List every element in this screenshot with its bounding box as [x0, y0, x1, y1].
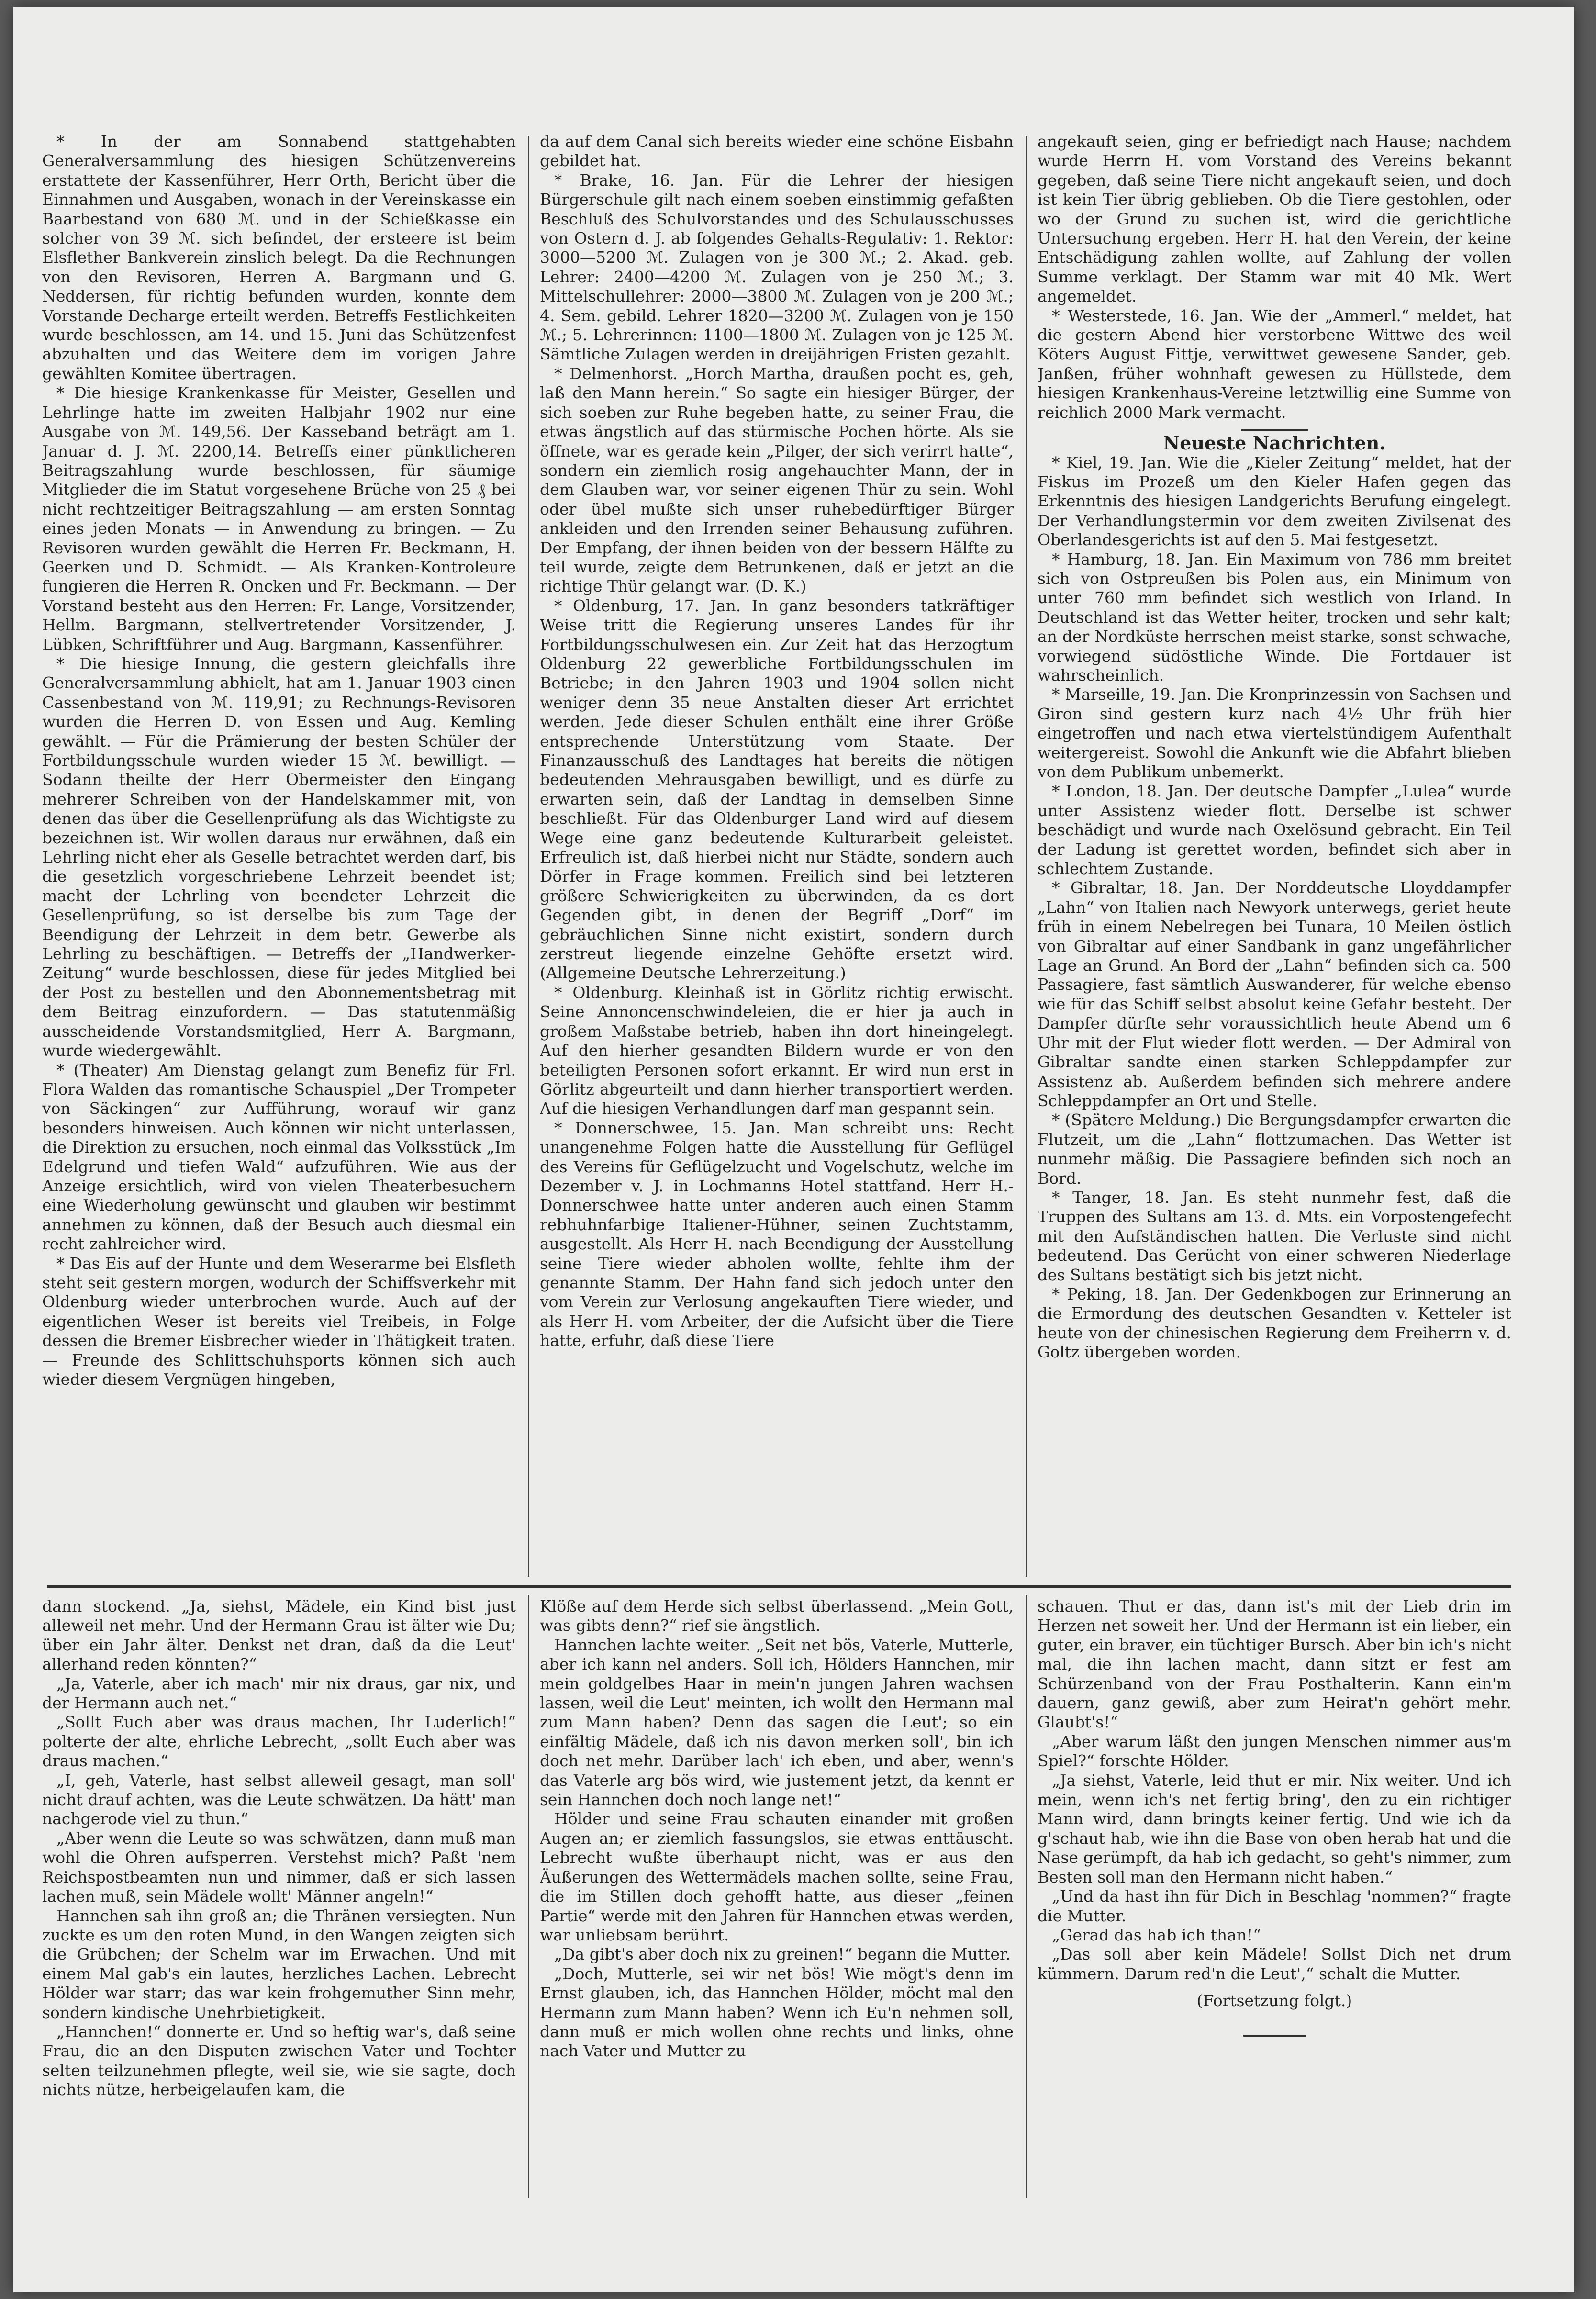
article-paragraph: angekauft seien, ging er befriedigt nach Hause; nachdem wurde Herrn H. vom Vorstand des Vereins bekannt gegeben, daß seine Tiere nicht angekauft seien, und doch ist kein Tier übrig geblieben. Ob die Tiere gestohlen, oder wo der Grund zu suchen ist, wird die gerichtliche Untersuchung ergeben. Herr H. hat den Verein, der keine Entschädigung zahlen wollte, auf Zahlung der vollen Summe verklagt. Der Stamm war mit 40 Mk. Wert angemeldet.: [1038, 132, 1511, 306]
top-column-1: [42, 132, 516, 1577]
article-paragraph: Klöße auf dem Herde sich selbst überlassend. „Mein Gott, was gibts denn?“ rief sie ängstlich.: [540, 1597, 1014, 1635]
article-paragraph: „Ja, Vaterle, aber ich mach' mir nix draus, gar nix, und der Hermann auch net.“: [42, 1674, 516, 1713]
article-paragraph: „Ja siehst, Vaterle, leid thut er mir. Nix weiter. Und ich mein, wenn ich's net fertig bring', den zu ein richtiger Mann wird, dann bringts keiner fertig. Und wie ich da g'schaut hab, wie ihn die Base von oben herab hat und die Nase gerümpft, da hab ich gedacht, so geht's nimmer, zum Besten soll man den Hermann nicht haben.“: [1038, 1771, 1511, 1886]
article-paragraph: „Da gibt's aber doch nix zu greinen!“ begann die Mutter.: [554, 1945, 1011, 1964]
continued-note: (Fortsetzung folgt.): [1196, 1991, 1352, 2010]
article-paragraph: „Aber wenn die Leute so was schwätzen, dann muß man wohl die Ohren aufsperren. Verstehst mich? Paßt 'nem Reichspostbeamten nun und nimmer, daß er sich lassen lachen muß, sein Mädele wollt' Männer angeln!“: [42, 1828, 516, 1906]
column-rule: [528, 1595, 529, 2198]
article-paragraph: * (Theater) Am Dienstag gelangt zum Benefiz für Frl. Flora Walden das romantische Schauspiel „Der Trompeter von Säckingen“ zur Aufführung, worauf wir ganz besonders hinweisen. Auch können wir nicht unterlassen, die Direktion zu ersuchen, noch einmal das Volksstück „Im Edelgrund und tiefen Wald“ aufzuführen. Wie aus der Anzeige ersichtlich, wird von vielen Theaterbesuchern eine Wiederholung gewünscht und glauben wir bestimmt annehmen zu können, daß der Besuch auch diesmal ein recht zahlreicher wird.: [42, 1060, 516, 1254]
section-separator: [47, 1585, 1511, 1588]
article-paragraph: * Das Eis auf der Hunte und dem Weserarme bei Elsfleth steht seit gestern morgen, wodurch der Schiffsverkehr mit Oldenburg wieder unterbrochen wurde. Auch auf der eigentlichen Weser ist bereits viel Treibeis, in Folge dessen die Bremer Eisbrecher wieder in Thätigkeit traten. — Freunde des Schlittschuhsports können sich auch wieder diesem Vergnügen hingeben,: [42, 1254, 516, 1389]
bottom-column-3: [1038, 1597, 1511, 2195]
article-paragraph: * Delmenhorst. „Horch Martha, draußen pocht es, geh, laß den Mann herein.“ So sagte ein hiesiger Bürger, der sich soeben zur Ruhe begeben hatte, zu seiner Frau, die etwas ängstlich auf das stürmische Pochen hörte. Als sie öffnete, war es gerade kein „Pilger, der sich verirrt hatte“, sondern ein ziemlich rosig angehauchter Mann, der in dem Glauben war, vor seiner eigenen Thür zu sein. Wohl oder übel mußte sich unser ruhebedürftiger Bürger ankleiden und den Irrenden seiner Behausung zuführen. Der Empfang, der ihnen beiden von der bessern Hälfte zu teil wurde, zeigte dem Betrunkenen, daß er jetzt an die richtige Thür gelangt war. (D. K.): [540, 364, 1014, 596]
newspaper-page: [13, 7, 1574, 2292]
column-rule: [1026, 136, 1027, 1577]
article-paragraph: * (Spätere Meldung.) Die Bergungsdampfer erwarten die Flutzeit, um die „Lahn“ flottzumachen. Das Wetter ist nunmehr mäßig. Die Passagiere befinden sich noch an Bord.: [1038, 1110, 1511, 1188]
section-heading: Neueste Nachrichten.: [1163, 432, 1386, 454]
article-paragraph: * Marseille, 19. Jan. Die Kronprinzessin von Sachsen und Giron sind gestern kurz nach 4½ Uhr früh hier eingetroffen und nach etwa viertelstündigem Aufenthalt weitergereist. Sowohl die Ankunft wie die Abfahrt blieben von dem Publikum unbemerkt.: [1038, 685, 1511, 781]
article-paragraph: „Gerad das hab ich than!“: [1052, 1925, 1261, 1944]
article-paragraph: * Gibraltar, 18. Jan. Der Norddeutsche Lloyddampfer „Lahn“ von Italien nach Newyork unterwegs, geriet heute früh in einem Nebelregen bei Tunara, 10 Meilen östlich von Gibraltar auf einer Sandbank in ganz ungefährlicher Lage an Grund. An Bord der „Lahn“ befinden sich ca. 500 Passagiere, fast sämtlich Auswanderer, für welche ebenso wie für das Schiff selbst absolut keine Gefahr besteht. Der Dampfer dürfte sehr voraussichtlich heute Abend um 6 Uhr mit der Flut wieder flott werden. — Der Admiral von Gibraltar sandte einen starken Schleppdampfer zur Assistenz ab. Außerdem befinden sich mehrere andere Schleppdampfer an Ort und Stelle.: [1038, 878, 1511, 1110]
article-paragraph: „I, geh, Vaterle, hast selbst alleweil gesagt, man soll' nicht drauf achten, was die Leute schwätzen. Da hätt' man nachgerode viel zu thun.“: [42, 1771, 516, 1828]
article-paragraph: * In der am Sonnabend stattgehabten Generalversammlung des hiesigen Schützenvereins erstattete der Kassenführer, Herr Orth, Bericht über die Einnahmen und Ausgaben, wonach in der Vereinskasse ein Baarbestand von 680 ℳ. und in der Schießkasse ein solcher von 39 ℳ. sich befindet, der ersteere ist beim Elsflether Bankverein zinslich belegt. Da die Rechnungen von den Revisoren, Herren A. Bargmann und G. Neddersen, für richtig befunden wurden, konnte dem Vorstande Decharge erteilt werden. Betreffs Festlichkeiten wurde beschlossen, am 14. und 15. Juni das Schützenfest abzuhalten und das Weitere dem im vorigen Jahre gewählten Komitee übertragen.: [42, 132, 516, 383]
article-paragraph: da auf dem Canal sich bereits wieder eine schöne Eisbahn gebildet hat.: [540, 132, 1014, 170]
article-paragraph: * Oldenburg. Kleinhaß ist in Görlitz richtig erwischt. Seine Annoncenschwindeleien, die er hier ja auch in großem Maßstabe betrieb, haben ihn dort hineingelegt. Auf den hierher gesandten Bildern wurde er von den beteiligten Personen sofort erkannt. Er wird nun erst in Görlitz abgeurteilt und dann hierher transportiert werden. Auf die hiesigen Verhandlungen darf man gespannt sein.: [540, 983, 1014, 1118]
article-paragraph: * Peking, 18. Jan. Der Gedenkbogen zur Erinnerung an die Ermordung des deutschen Gesandten v. Ketteler ist heute von der chinesischen Regierung dem Freiherrn v. d. Goltz übergeben worden.: [1038, 1284, 1511, 1362]
article-paragraph: * Die hiesige Innung, die gestern gleichfalls ihre Generalversammlung abhielt, hat am 1. Januar 1903 einen Cassenbestand von ℳ. 119,91; zu Rechnungs-Revisoren wurden die Herren D. von Essen und Aug. Kemling gewählt. — Für die Prämierung der besten Schüler der Fortbildungsschule wurden wieder 15 ℳ. bewilligt. — Sodann theilte der Herr Obermeister den Eingang mehrerer Schreiben von der Handelskammer mit, von denen das über die Gesellenprüfung als das Wichtigste zu bezeichnen ist. Wir wollen daraus nur erwähnen, daß ein Lehrling nicht eher als Geselle betrachtet werden darf, bis die gesetzlich vorgeschriebene Lehrzeit beendet ist; macht der Lehrling von beendeter Lehrzeit die Gesellenprüfung, so ist derselbe bis zum Tage der Beendigung der Lehrzeit in dem betr. Gewerbe als Lehrling zu beschäftigen. — Betreffs der „Handwerker-Zeitung“ wurde beschlossen, diese für jedes Mitglied bei der Post zu bestellen und den Abonnementsbetrag mit dem Beitrag einzufordern. — Das statutenmäßig ausscheidende Vorstandsmitglied, Herr A. Bargmann, wurde wiedergewählt.: [42, 654, 516, 1060]
end-divider: [1243, 2035, 1306, 2037]
article-paragraph: „Und da hast ihn für Dich in Beschlag 'nommen?“ fragte die Mutter.: [1038, 1887, 1511, 1925]
article-paragraph: Hölder und seine Frau schauten einander mit großen Augen an; er ziemlich fassungslos, sie etwas enttäuscht. Lebrecht wußte überhaupt nicht, was er aus den Äußerungen des Wettermädels machen sollte, seine Frau, die im Stillen doch gehofft hatte, aus dieser „feinen Partie“ werde mit den Jahren für Hannchen etwas werden, war unliebsam berührt.: [540, 1809, 1014, 1944]
article-paragraph: * London, 18. Jan. Der deutsche Dampfer „Lulea“ wurde unter Assistenz wieder flott. Derselbe ist schwer beschädigt und wurde nach Oxelösund gebracht. Ein Teil der Ladung ist gerettet worden, befindet sich aber in schlechtem Zustande.: [1038, 782, 1511, 878]
article-paragraph: „Aber warum läßt den jungen Menschen nimmer aus'm Spiel?“ forschte Hölder.: [1038, 1732, 1511, 1771]
article-paragraph: Hannchen lachte weiter. „Seit net bös, Vaterle, Mutterle, aber ich kann nel anders. Soll ich, Hölders Hannchen, mir mein goldgelbes Haar in mein'n jungen Jahren wachsen lassen, weil die Leut' meinten, ich wollt den Hermann mal zum Mann haben? Denn das sagen die Leut'; so ein einfältig Mädele, daß ich nis davon merken soll', bin ich doch net mehr. Darüber lach' ich eben, und aber, wenn's das Vaterle arg bös wird, wie justement jetzt, da kennt er sein Hannchen doch noch lange net!“: [540, 1635, 1014, 1809]
article-paragraph: dann stockend. „Ja, siehst, Mädele, ein Kind bist just alleweil net mehr. Und der Hermann Grau ist älter wie Du; über ein Jahr älter. Denkst net dran, daß da die Leut' allerhand reden könnten?“: [42, 1597, 516, 1674]
short-divider: [1241, 429, 1308, 431]
top-column-3: [1038, 132, 1511, 1577]
top-column-2: [540, 132, 1014, 1577]
article-paragraph: * Westerstede, 16. Jan. Wie der „Ammerl.“ meldet, hat die gestern Abend hier verstorbene Wittwe des weil Köters August Fittje, verwittwet gewesene Sander, geb. Janßen, früher wohnhaft gewesen zu Hüllstede, dem hiesigen Krankenhaus-Vereine letztwillig eine Summe von reichlich 2000 Mark vermacht.: [1038, 306, 1511, 422]
column-rule: [528, 136, 529, 1577]
article-paragraph: „Doch, Mutterle, sei wir net bös! Wie mögt's denn im Ernst glauben, ich, das Hannchen Hölder, möcht mal den Hermann zum Mann haben? Wenn ich Eu'n nehmen soll, dann muß er mich wollen ohne rechts und links, ohne nach Vater und Mutter zu: [540, 1964, 1014, 2061]
article-paragraph: „Das soll aber kein Mädele! Sollst Dich net drum kümmern. Darum red'n die Leut',“ schalt die Mutter.: [1038, 1945, 1511, 1983]
article-paragraph: * Donnerschwee, 15. Jan. Man schreibt uns: Recht unangenehme Folgen hatte die Ausstellung für Geflügel des Vereins für Geflügelzucht und Vogelschutz, welche im Dezember v. J. in Lochmanns Hotel stattfand. Herr H.-Donnerschwee hatte unter anderen auch einen Stamm rebhuhnfarbige Italiener-Hühner, seinen Zuchtstamm, ausgestellt. Als Herr H. nach Beendigung der Ausstellung seine Tiere wieder abholen wollte, fehlte ihm der genannte Stamm. Der Hahn fand sich jedoch unter den vom Verein zur Verlosung angekauften Tiere wieder, und als Herr H. vom Arbeiter, der die Aufsicht über die Tiere hatte, erfuhr, daß diese Tiere: [540, 1118, 1014, 1350]
article-paragraph: schauen. Thut er das, dann ist's mit der Lieb drin im Herzen net soweit her. Und der Hermann ist ein lieber, ein guter, ein braver, ein tüchtiger Bursch. Aber bin ich's nicht mal, die ihn lachen macht, dann sitzt er fest am Schürzenband von der Frau Posthalterin. Kann ein'm dauern, ganz gewiß, aber zum Heirat'n gehört mehr. Glaubt's!“: [1038, 1597, 1511, 1732]
bottom-column-1: [42, 1597, 516, 2195]
article-paragraph: * Oldenburg, 17. Jan. In ganz besonders tatkräftiger Weise tritt die Regierung unseres Landes für ihr Fortbildungsschulwesen ein. Zur Zeit hat das Herzogtum Oldenburg 22 gewerbliche Fortbildungsschulen im Betriebe; in den Jahren 1903 und 1904 sollen nicht weniger denn 35 neue Anstalten dieser Art errichtet werden. Jede dieser Schulen enthält eine ihrer Größe entsprechende Unterstützung vom Staate. Der Finanzausschuß des Landtages hat bereits die nötigen bedeutenden Mehrausgaben bewilligt, und es dürfe zu erwarten sein, daß der Landtag in demselben Sinne beschließt. Für das Oldenburger Land wird auf diesem Wege eine ganz bedeutende Kulturarbeit geleistet. Erfreulich ist, daß hierbei nicht nur Städte, sondern auch Dörfer in Frage kommen. Freilich sind bei letzteren größere Schwierigkeiten zu überwinden, da es dort Gegenden gibt, in denen der Begriff „Dorf“ im gebräuchlichen Sinne nicht existirt, sondern durch zerstreut liegende einzelne Gehöfte ersetzt wird. (Allgemeine Deutsche Lehrerzeitung.): [540, 596, 1014, 983]
article-paragraph: „Hannchen!“ donnerte er. Und so heftig war's, daß seine Frau, die an den Disputen zwischen Vater und Tochter selten teilzunehmen pflegte, weil sie, wie sie sagte, doch nichts nütze, herbeigelaufen kam, die: [42, 2022, 516, 2099]
bottom-column-2: [540, 1597, 1014, 2195]
article-paragraph: * Die hiesige Krankenkasse für Meister, Gesellen und Lehrlinge hatte im zweiten Halbjahr 1902 nur eine Ausgabe von ℳ. 149,56. Der Kasseband beträgt am 1. Januar d. J. ℳ. 2200,14. Betreffs einer pünktlicheren Beitragszahlung wurde beschlossen, für säumige Mitglieder die im Statut vorgesehene Brüche von 25 ₰ bei nicht rechtzeitiger Beitragszahlung — am ersten Sonntag eines jeden Monats — in Anwendung zu bringen. — Zu Revisoren wurden gewählt die Herren Fr. Beckmann, H. Geerken und D. Schmidt. — Als Kranken-Kontroleure fungieren die Herren R. Oncken und Fr. Beckmann. — Der Vorstand besteht aus den Herren: Fr. Lange, Vorsitzender, Hellm. Bargmann, stellvertretender Vorsitzender, J. Lübken, Schriftführer und Aug. Bargmann, Kassenführer.: [42, 383, 516, 654]
article-paragraph: * Hamburg, 18. Jan. Ein Maximum von 786 mm breitet sich von Ostpreußen bis Polen aus, ein Minimum von unter 760 mm befindet sich westlich von Irland. In Deutschland ist das Wetter heiter, trocken und sehr kalt; an der Nordküste herrschen meist starke, sonst schwache, vorwiegend südöstliche Winde. Die Fortdauer ist wahrscheinlich.: [1038, 550, 1511, 684]
article-paragraph: „Sollt Euch aber was draus machen, Ihr Luderlich!“ polterte der alte, ehrliche Lebrecht, „sollt Euch aber was draus machen.“: [42, 1713, 516, 1771]
article-paragraph: * Tanger, 18. Jan. Es steht nunmehr fest, daß die Truppen des Sultans am 13. d. Mts. ein Vorpostengefecht mit den Aufständischen hatten. Die Verluste sind nicht bedeutend. Das Gerücht von einer schweren Niederlage des Sultans bestätigt sich bis jetzt nicht.: [1038, 1188, 1511, 1284]
article-paragraph: * Kiel, 19. Jan. Wie die „Kieler Zeitung“ meldet, hat der Fiskus im Prozeß um den Kieler Hafen gegen das Erkenntnis des hiesigen Landgerichts Berufung eingelegt. Der Verhandlungstermin vor dem zweiten Zivilsenat des Oberlandesgerichts ist auf den 5. Mai festgesetzt.: [1038, 453, 1511, 550]
article-paragraph: Hannchen sah ihn groß an; die Thränen versiegten. Nun zuckte es um den roten Mund, in den Wangen zeigten sich die Grübchen; der Schelm war im Erwachen. Und mit einem Mal gab's ein lautes, herzliches Lachen. Lebrecht Hölder war starr; das war kein frohgemuther Sinn mehr, sondern kindische Unehrbietigkeit.: [42, 1906, 516, 2022]
column-rule: [1026, 1595, 1027, 2198]
article-paragraph: * Brake, 16. Jan. Für die Lehrer der hiesigen Bürgerschule gilt nach einem soeben einstimmig gefaßten Beschluß des Schulvorstandes und des Schulausschusses von Ostern d. J. ab folgendes Gehalts-Regulativ: 1. Rektor: 3000—5200 ℳ. Zulagen von je 300 ℳ.; 2. Akad. geb. Lehrer: 2400—4200 ℳ. Zulagen von je 250 ℳ.; 3. Mittelschullehrer: 2000—3800 ℳ. Zulagen von je 200 ℳ.; 4. Sem. gebild. Lehrer 1820—3200 ℳ. Zulagen von je 150 ℳ.; 5. Lehrerinnen: 1100—1800 ℳ. Zulagen von je 125 ℳ. Sämtliche Zulagen werden in dreijährigen Fristen gezahlt.: [540, 170, 1014, 364]
